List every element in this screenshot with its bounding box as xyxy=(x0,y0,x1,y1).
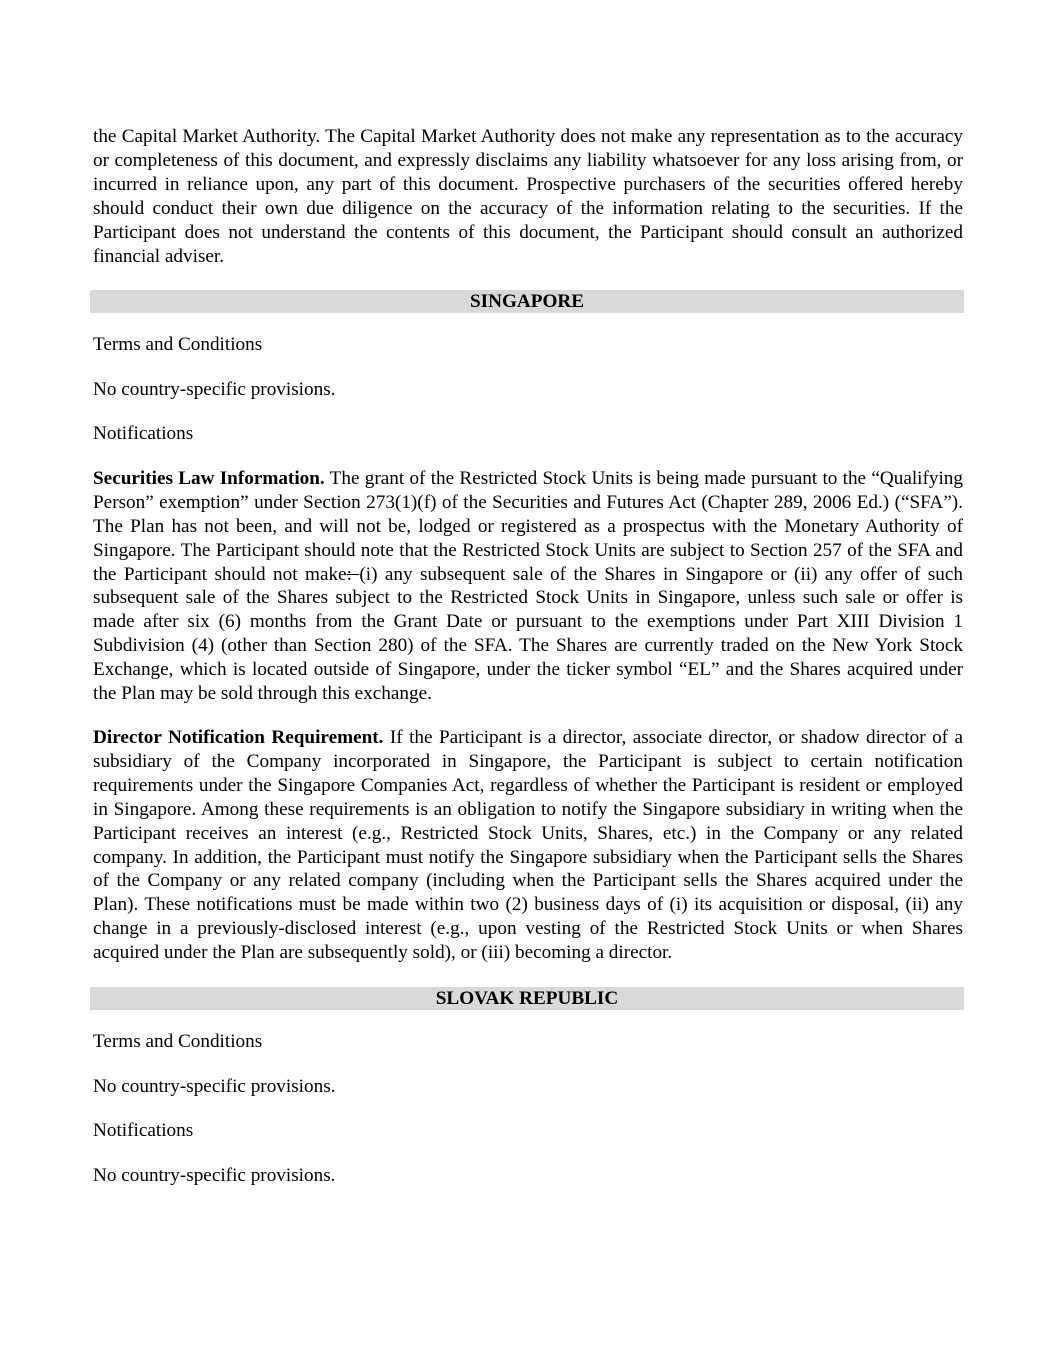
document-page xyxy=(93,125,963,1208)
securities-law-body-1: The grant of the Restricted Stock Units is being made pursuant to the “Qualifying Person” exemption” under Section 273(1)(f) of the Securities and Futures Act (Chapter 289, 2006 Ed.) (“SFA”). The Plan has not been, and will not be, lodged or registered as a prospectus with the Monetary Authority of Singapore. The Participant should note that the Restricted Stock Units are subject to Section 257 of the SFA and the Participant should not make xyxy=(93,467,963,585)
section-header-slovak-republic: SLOVAK REPUBLIC xyxy=(90,987,964,1010)
director-notification-paragraph xyxy=(93,726,963,965)
intro-paragraph: the Capital Market Authority. The Capital Market Authority does not make any representation as to the accuracy or completeness of this document, and expressly disclaims any liability whatsoever for any loss arising from, or incurred in reliance upon, any part of this document. Prospective purchasers of the securities offered hereby should conduct their own due diligence on the accuracy of the information relating to the securities. If the Participant does not understand the contents of this document, the Participant should consult an authorized financial adviser. xyxy=(93,126,963,267)
slovak-terms-body: No country-specific provisions. xyxy=(93,1075,336,1097)
securities-law-body-2: (i) any subsequent sale of the Shares in Singapore or (ii) any offer of such subsequent sale of the Shares subject to the Restricted Stock Units in Singapore, unless such sale or offer is made after six (6) months from the Grant Date or pursuant to the exemptions under Part XIII Division 1 Subdivision (4) (other than Section 280) of the SFA. The Shares are currently traded on the New York Stock Exchange, which is located outside of Singapore, under the ticker symbol “EL” and the Shares acquired under the Plan may be sold through this exchange. xyxy=(93,563,963,705)
slovak-notifications-body: No country-specific provisions. xyxy=(93,1164,336,1186)
securities-law-paragraph xyxy=(93,467,963,706)
director-notification-body: If the Participant is a director, associate director, or shadow director of a subsidiary of the Company incorporated in Singapore, the Participant is subject to certain notification requirements under the Singapore Companies Act, regardless of whether the Participant is resident or employed in Singapore. Among these requirements is an obligation to notify the Singapore subsidiary in writing when the Participant receives an interest (e.g., Restricted Stock Units, Shares, etc.) in the Company or any related company. In addition, the Participant must notify the Singapore subsidiary when the Participant sells the Shares of the Company or any related company (including when the Participant sells the Shares acquired under the Plan). These notifications must be made within two (2) business days of (i) its acquisition or disposal, (ii) any change in a previously-disclosed interest (e.g., upon vesting of the Restricted Stock Units or when Shares acquired under the Plan are subsequently sold), or (iii) becoming a director. xyxy=(93,727,963,964)
singapore-terms-heading: Terms and Conditions xyxy=(93,334,263,356)
securities-law-struck-text: : xyxy=(346,563,360,585)
slovak-notifications-heading: Notifications xyxy=(93,1120,194,1142)
section-header-singapore: SINGAPORE xyxy=(90,290,964,313)
singapore-notifications-heading: Notifications xyxy=(93,423,194,445)
slovak-terms-heading: Terms and Conditions xyxy=(93,1031,263,1053)
securities-law-lead: Securities Law Information. xyxy=(93,467,325,489)
singapore-terms-body: No country-specific provisions. xyxy=(93,378,336,400)
director-notification-lead: Director Notification Requirement. xyxy=(93,727,384,748)
